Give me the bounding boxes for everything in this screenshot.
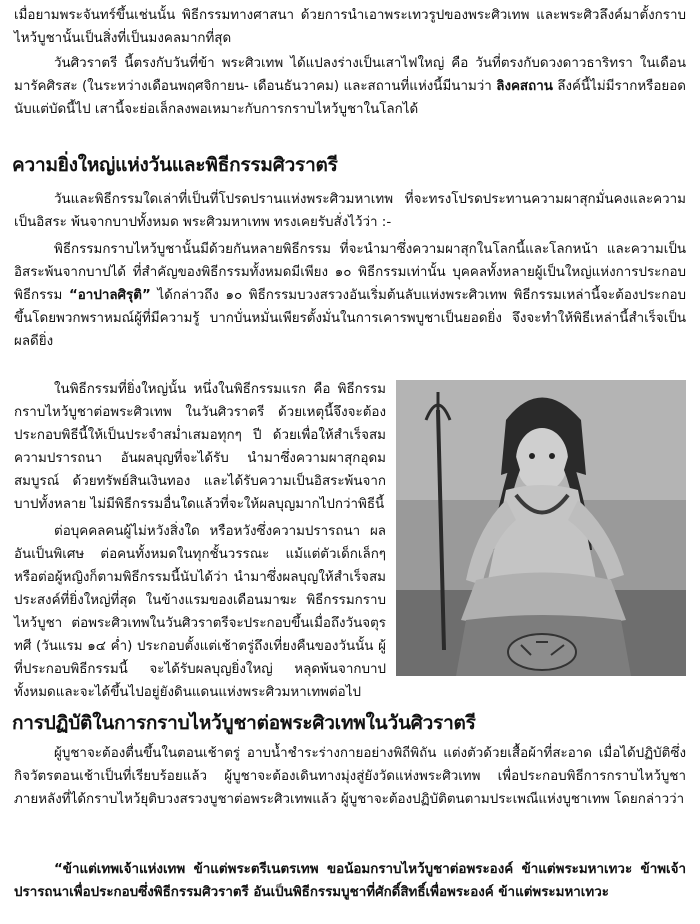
shiva-illustration: [396, 380, 686, 676]
paragraph-text: ในพิธีกรรมที่ยิ่งใหญ่นั้น หนึ่งในพิธีกรรมแรก คือ พิธีกรรมกราบไหว้บูชาต่อพระศิวเทพ ในวันศิวราตรี ด้วยเหตุนี้จึงจะต้องประกอบพิธีนี้ให้เป็นประจำสม่ำเสมอทุกๆ ปี ด้วยเพื่อให้สำเร็จสมความปรารถนา อันผลบุญที่จะได้รับ นำมาซึ่งความผาสุกอุดมสมบูรณ์ ด้วยทรัพย์สินเงินทอง และได้รับความเป็นอิสระพ้นจากบาปทั้งหลาย ไม่มีพิธีกรรมอื่นใดแล้วที่จะให้ผลบุญมากไปกว่าพิธีนี้: [14, 382, 386, 512]
paragraph-ten-rites: [14, 238, 686, 353]
paragraph-text: ต่อบุคคลคนผู้ไม่หวังสิ่งใด หรือหวังซึ่งความปรารถนา ผลอันเป็นพิเศษ ต่อคนทั้งหมดในทุกชั้นวรรณะ แม้แต่ตัวเด็กเล็กๆ หรือต่อผู้หญิงก็ตามพิธีกรรมนี้นับได้ว่า นำมาซึ่งผลบุญให้สำเร็จสมประสงค์ที่ยิ่งใหญ่ที่สุด ในข้างแรมของเดือนมาฆะ พิธีกรรมกราบไหว้บูชา ต่อพระศิวเทพในวันศิวราตรีจะประกอบขึ้นเมื่อถึงวันจตุรทศี (วันแรม ๑๔ ค่ำ) ประกอบตั้งแต่เช้าตรู่ถึงเที่ยงคืนของวันนั้น ผู้ที่ประกอบพิธีกรรมนี้ จะได้รับผลบุญยิ่งใหญ่ หลุดพ้นจากบาปทั้งหมดและจะได้ขึ้นไปอยู่ยังดินแดนแห่งพระศิวมหาเทพต่อไป: [14, 524, 386, 700]
paragraph-text: “ข้าแต่เทพเจ้าแห่งเทพ ข้าแต่พระตรีเนตรเทพ ขอน้อมกราบไหว้บูชาต่อพระองค์ ข้าแต่พระมหาเทวะ ข้าพเจ้าปรารถนาเพื่อประกอบซึ่งพิธีกรรมศิวราตรี อันเป็นพิธีกรรมบูชาที่ศักดิ์สิทธิ์เพื่อพระองค์ ข้าแต่พระมหาเทวะ: [14, 862, 686, 900]
section-heading-practice: การปฏิบัติในการกราบไหว้บูชาต่อพระศิวเทพในวันศิวราตรี: [12, 712, 476, 734]
paragraph-merit: [14, 520, 386, 704]
bold-term: ลิงคสถาน: [496, 79, 553, 94]
paragraph-text: พิธีกรรมกราบไหว้บูชานั้นมีด้วยกันหลายพิธีกรรม ที่จะนำมาซึ่งความผาสุกในโลกนี้และโลกหน้า และความเป็นอิสระพ้นจากบาปได้ ที่สำคัญของพิธีกรรมทั้งหมดมีเพียง ๑๐ พิธีกรรมเท่านั้น บุคคลทั้งหลายผู้เป็นใหญ่แห่งการประกอบพิธีกรรม: [14, 242, 686, 303]
paragraph-first-rite: [14, 378, 386, 516]
paragraph-text: ได้กล่าวถึง ๑๐ พิธีกรรมบวงสรวงอันเริ่มต้นลับแห่งพระศิวเทพ พิธีกรรมเหล่านี้จะต้องประกอบขึ้นโดยพวกพราหมณ์ผู้ที่มีความรู้ บากบั่นหมั่นเพียรตั้งมั่นในการเคารพบูชาเป็นยอดยิ่ง จึงจะทำให้พิธีเหล่านี้สำเร็จเป็นผลดียิ่ง: [14, 288, 686, 349]
shiva-image: [396, 380, 686, 676]
paragraph-text: วันศิวราตรี นี้ตรงกับวันที่ข้า พระศิวเทพ ได้แปลงร่างเป็นเสาไฟใหญ่ คือ วันที่ตรงกับดวงดาวธาริทรา ในเดือนมารัคศิรสะ (ในระหว่างเดือนพฤศจิกายน- เดือนธันวาคม) และสถานที่แห่งนี้มีนามว่า: [14, 56, 686, 94]
paragraph-shivaratri: [14, 52, 686, 121]
paragraph-text: วันและพิธีกรรมใดเล่าที่เป็นที่โปรดปรานแห่งพระศิวมหาเทพ ที่จะทรงโปรดประทานความผาสุกมั่นคงและความเป็นอิสระ พ้นจากบาปทั้งหมด พระศิวมหาเทพ ทรงเคยรับสั่งไว้ว่า :-: [14, 192, 686, 230]
paragraph-intro: [14, 4, 686, 50]
paragraph-practice: [14, 742, 686, 811]
paragraph-prayer: [14, 858, 686, 904]
paragraph-text: เมื่อยามพระจันทร์ขึ้นเช่นนั้น พิธีกรรมทางศาสนา ด้วยการนำเอาพระเทวรูปของพระศิวเทพ และพระศิวลึงค์มาตั้งกราบไหว้บูชานั้นเป็นสิ่งที่เป็นมงคลมากที่สุด: [14, 8, 686, 46]
section-heading-greatness: ความยิ่งใหญ่แห่งวันและพิธีกรรมศิวราตรี: [12, 154, 338, 176]
paragraph-text: ผู้บูชาจะต้องตื่นขึ้นในตอนเช้าตรู่ อาบน้ำชำระร่างกายอย่างพิถีพิถัน แต่งตัวด้วยเสื้อผ้าที่สะอาด เมื่อได้ปฏิบัติซึ่งกิจวัตรตอนเช้าเป็นที่เรียบร้อยแล้ว ผู้บูชาจะต้องเดินทางมุ่งสู่ยังวัดแห่งพระศิวเทพ เพื่อประกอบพิธีการกราบไหว้บูชา ภายหลังที่ได้กราบไหว้ยุติบวงสรวงบูชาต่อพระศิวเทพแล้ว ผู้บูชาจะต้องปฏิบัติตนตามประเพณีแห่งบูชาเทพ โดยกล่าวว่า: [14, 746, 686, 807]
bold-term: “อาปาลศิรุติ”: [68, 288, 151, 303]
paragraph-favored-rites: [14, 188, 686, 234]
paragraph-text: ลึงค์นี้ไม่มีรากหรือยอด นับแต่บัดนี้ไป เสานี้จะย่อเล็กลงพอเหมาะกับการกราบไหว้บูชาในโลกได้: [14, 79, 686, 117]
